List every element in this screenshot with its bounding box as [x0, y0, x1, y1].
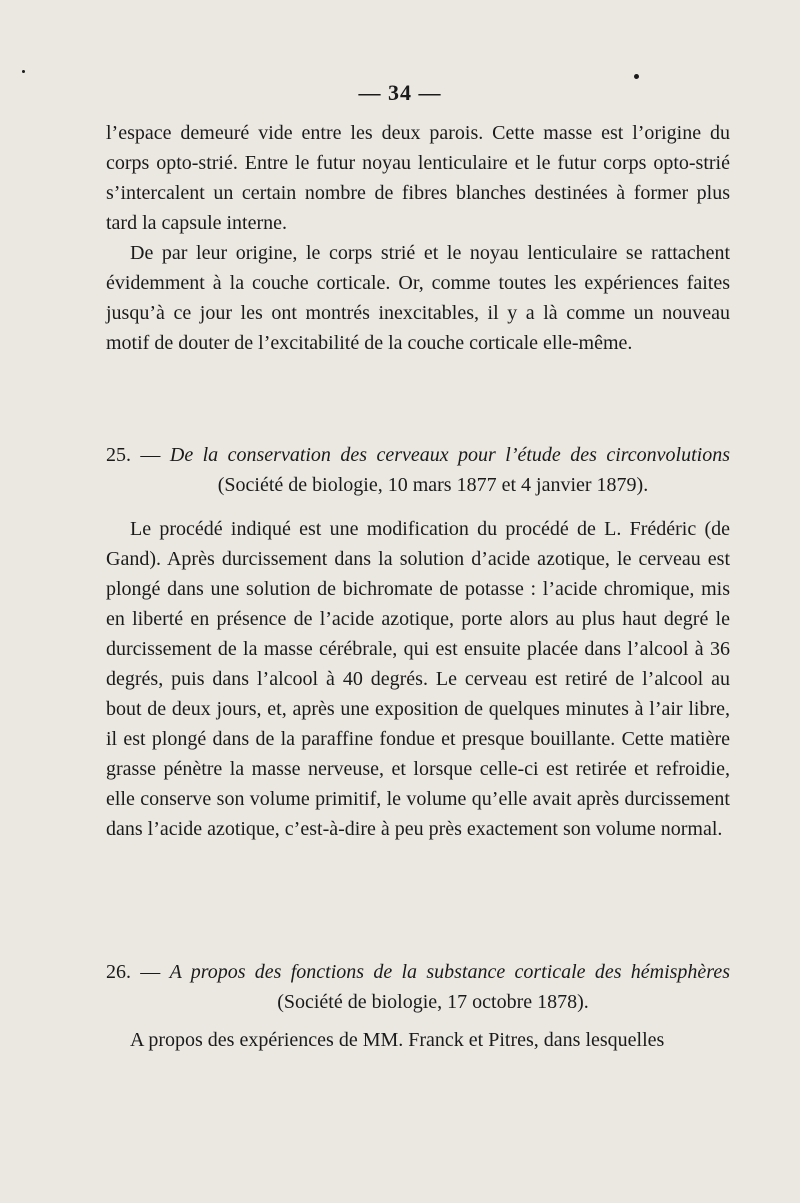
section-25-source: (Société de biologie, 10 mars 1877 et 4 janvier 1879). — [217, 474, 649, 496]
section-25-title: De la conservation des cerveaux pour l’étude des circonvolutions — [169, 444, 731, 466]
paragraph-2-block — [106, 238, 730, 358]
section-26-source: (Société de biologie, 17 octobre 1878). — [277, 991, 589, 1013]
paragraph-continued — [106, 118, 730, 238]
section-25-body: Le procédé indiqué est une modification du procédé de L. Frédéric (de Gand). Après durcissement dans la solution d’acide azotique, le cerveau est plongé dans une solution de bichromate de potasse : l’acide chromique, mis en liberté en présence de l’acide azotique, porte alors au plus haut degré le durcissement de la masse cérébrale, qui est ensuite placée dans l’alcool à 36 degrés, puis dans l’alcool à 40 degrés. Le cerveau est retiré de l’alcool au bout de deux jours, et, après une exposition de quelques minutes à l’air libre, il est plongé dans de la paraffine fondue et presque bouillante. Cette matière grasse pénètre la masse nerveuse, et lorsque celle-ci est retirée et refroidie, elle conserve son volume primitif, le volume qu’elle avait après durcissement dans l’acide azotique, c’est-à-dire à peu près exactement son volume normal. — [106, 518, 730, 840]
paragraph-2: De par leur origine, le corps strié et le noyau lenticulaire se rattachent évidemment à la couche corticale. Or, comme toutes les expériences faites jusqu’à ce jour les ont montrés inexcitables, il y a là comme un nouveau motif de douter de l’excitabilité de la couche corticale elle-même. — [106, 242, 730, 354]
section-26-heading — [106, 957, 730, 1017]
section-25-number: 25. — — [106, 444, 161, 466]
ink-speck — [22, 70, 25, 73]
section-25-heading — [106, 440, 730, 500]
section-26-number: 26. — — [106, 961, 161, 983]
ink-speck — [634, 74, 639, 79]
section-26-body-block — [106, 1025, 730, 1055]
section-25-body-block — [106, 514, 730, 844]
page-number: — 34 — — [358, 80, 442, 105]
paragraph-1: l’espace demeuré vide entre les deux parois. Cette masse est l’origine du corps opto-strié. Entre le futur noyau lenticulaire et le futur corps opto-strié s’intercalent un certain nombre de fibres blanches destinées à former plus tard la capsule interne. — [106, 122, 730, 234]
section-26-body: A propos des expériences de MM. Franck et Pitres, dans lesquelles — [130, 1029, 665, 1051]
section-26-title: A propos des fonctions de la substance corticale des hémisphères — [169, 961, 731, 983]
